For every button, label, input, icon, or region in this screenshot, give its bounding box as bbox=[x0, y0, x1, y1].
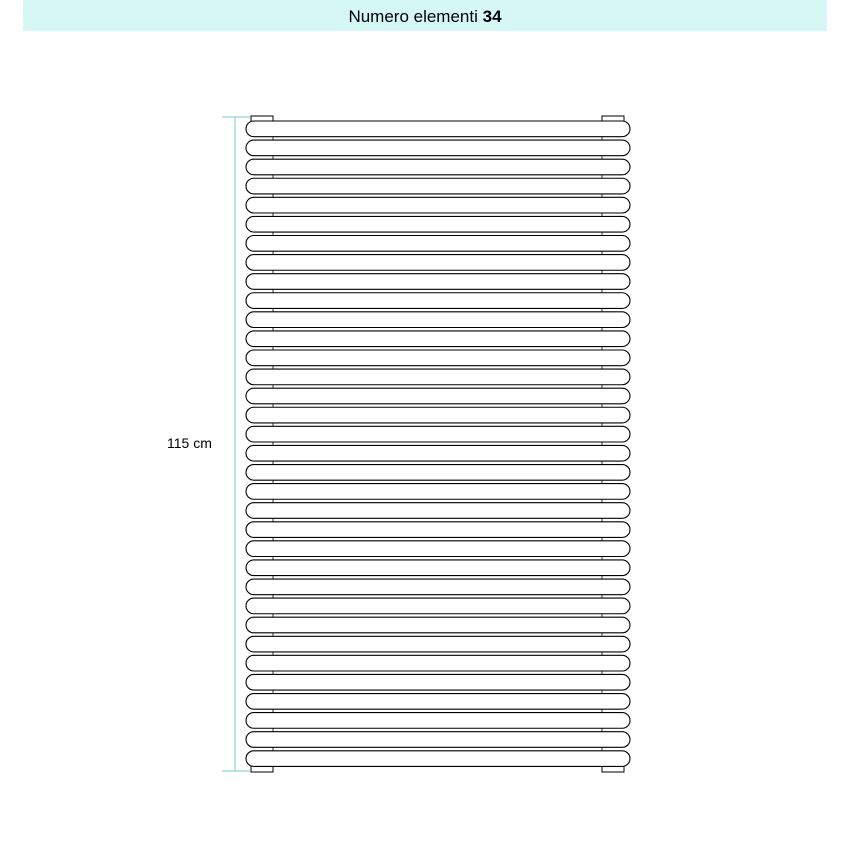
radiator-element bbox=[246, 579, 630, 595]
radiator-element bbox=[246, 522, 630, 538]
radiator bbox=[246, 116, 630, 772]
radiator-element bbox=[246, 617, 630, 633]
radiator-element bbox=[246, 274, 630, 290]
radiator-element bbox=[246, 503, 630, 519]
radiator-element bbox=[246, 713, 630, 729]
radiator-element bbox=[246, 159, 630, 175]
radiator-element bbox=[246, 541, 630, 557]
element-count-value: 34 bbox=[482, 7, 502, 26]
radiator-element bbox=[246, 331, 630, 347]
radiator-element bbox=[246, 197, 630, 213]
radiator-element bbox=[246, 655, 630, 671]
radiator-element bbox=[246, 407, 630, 423]
radiator-element bbox=[246, 255, 630, 271]
radiator-element bbox=[246, 293, 630, 309]
height-dimension bbox=[222, 117, 250, 771]
radiator-element bbox=[246, 732, 630, 748]
radiator-element bbox=[246, 312, 630, 328]
radiator-element bbox=[246, 560, 630, 576]
radiator-element bbox=[246, 598, 630, 614]
radiator-element bbox=[246, 674, 630, 690]
radiator-element bbox=[246, 369, 630, 385]
height-dimension-label: 115 cm bbox=[167, 435, 212, 451]
radiator-element bbox=[246, 426, 630, 442]
radiator-element bbox=[246, 465, 630, 481]
radiator-element bbox=[246, 445, 630, 461]
radiator-element bbox=[246, 178, 630, 194]
radiator-element bbox=[246, 694, 630, 710]
radiator-element bbox=[246, 751, 630, 767]
radiator-element bbox=[246, 140, 630, 156]
element-count-label: Numero elementi bbox=[348, 7, 478, 26]
radiator-element bbox=[246, 484, 630, 500]
radiator-element bbox=[246, 388, 630, 404]
radiator-element bbox=[246, 236, 630, 252]
radiator-element bbox=[246, 350, 630, 366]
radiator-element bbox=[246, 121, 630, 137]
radiator-element bbox=[246, 636, 630, 652]
radiator-element bbox=[246, 216, 630, 232]
